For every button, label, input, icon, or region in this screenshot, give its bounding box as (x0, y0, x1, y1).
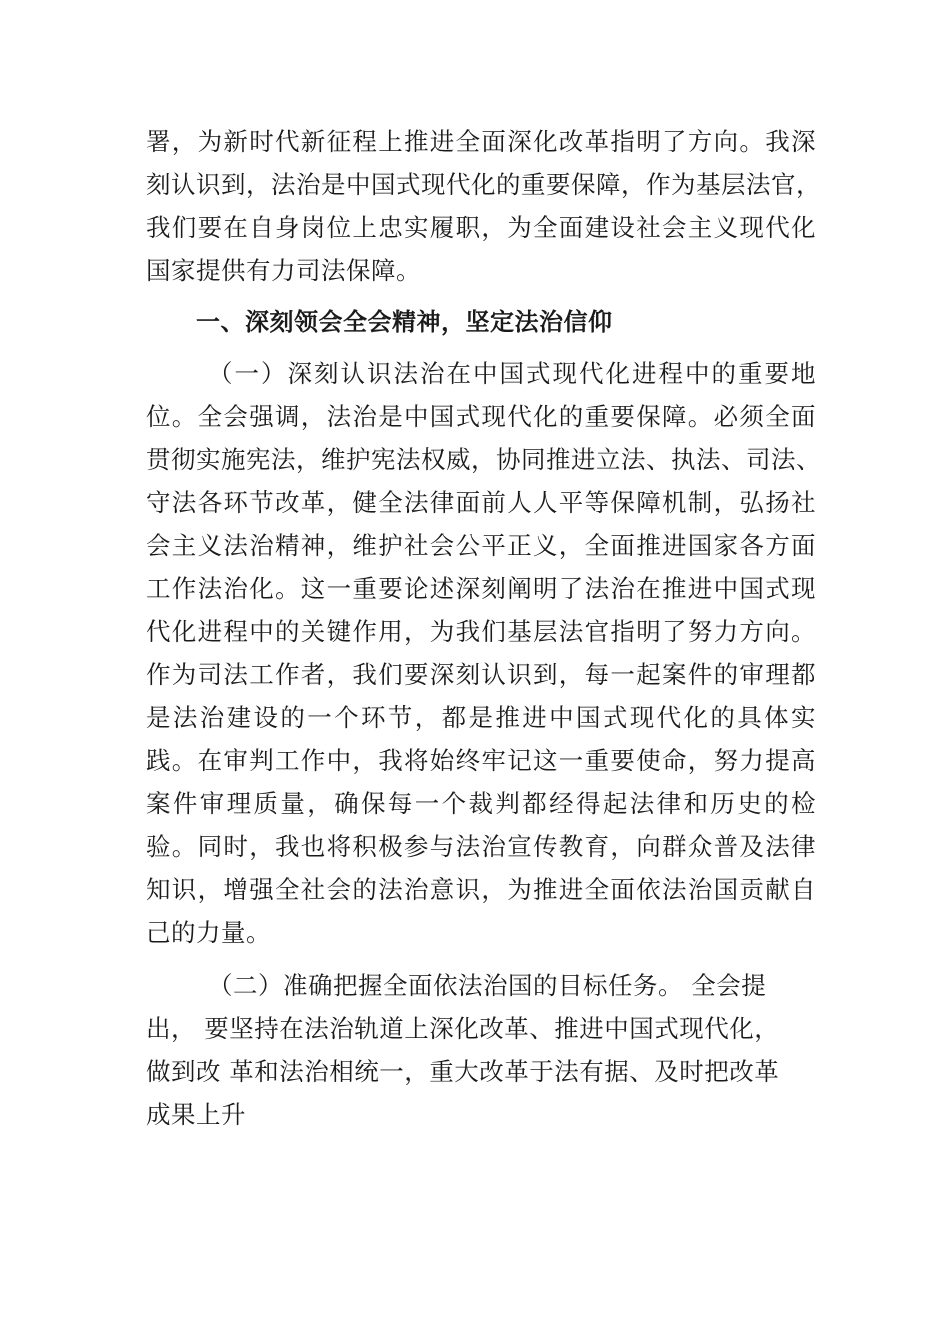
sub2-line-3: 做到改 革和法治相统一，重大改革于法有据、及时把改革 (146, 1057, 780, 1086)
sub1-line-14: 己的力量。 (146, 918, 271, 947)
sub1-line-9: 是法治建设的一个环节，都是推进中国式现代化的具体实 (146, 703, 816, 732)
sub1-line-1: （一）深刻认识法治在中国式现代化进程中的重要地 (208, 359, 816, 388)
sub1-line-2: 位。全会强调，法治是中国式现代化的重要保障。必须全面 (146, 402, 816, 431)
intro-line-2: 刻认识到，法治是中国式现代化的重要保障，作为基层法官， (146, 170, 821, 199)
intro-line-4: 国家提供有力司法保障。 (146, 256, 421, 285)
sub1-line-11: 案件审理质量，确保每一个裁判都经得起法律和历史的检 (146, 789, 816, 818)
sub1-line-10: 践。在审判工作中，我将始终牢记这一重要使命，努力提高 (146, 746, 816, 775)
sub1-line-8: 作为司法工作者，我们要深刻认识到，每一起案件的审理都 (146, 660, 816, 689)
section-heading: 一、深刻领会全会精神，坚定法治信仰 (196, 308, 613, 336)
sub1-line-3: 贯彻实施宪法，维护宪法权威，协同推进立法、执法、司法、 (146, 445, 821, 474)
sub1-line-5: 会主义法治精神，维护社会公平正义，全面推进国家各方面 (146, 531, 816, 560)
sub2-line-1: （二）准确把握全面依法治国的目标任务。 全会提 (208, 971, 767, 1000)
intro-line-3: 我们要在自身岗位上忠实履职，为全面建设社会主义现代化 (146, 213, 816, 242)
sub2-line-2: 出， 要坚持在法治轨道上深化改革、推进中国式现代化， (146, 1014, 780, 1043)
sub1-line-4: 守法各环节改革，健全法律面前人人平等保障机制，弘扬社 (146, 488, 816, 517)
sub1-line-12: 验。同时，我也将积极参与法治宣传教育，向群众普及法律 (146, 832, 816, 861)
intro-line-1: 署，为新时代新征程上推进全面深化改革指明了方向。我深 (146, 127, 816, 156)
sub2-line-4: 成果上升 (146, 1100, 246, 1129)
sub1-line-7: 代化进程中的关键作用，为我们基层法官指明了努力方向。 (146, 617, 816, 646)
sub1-line-6: 工作法治化。这一重要论述深刻阐明了法治在推进中国式现 (146, 574, 816, 603)
sub1-line-13: 知识，增强全社会的法治意识，为推进全面依法治国贡献自 (146, 875, 816, 904)
